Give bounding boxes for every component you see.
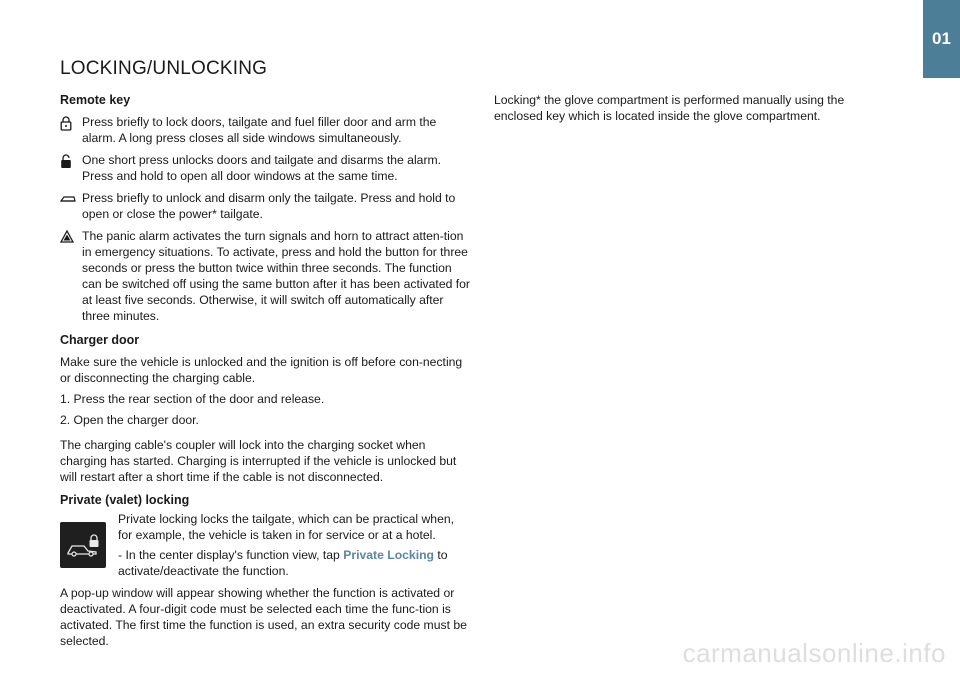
unlock-item-text: One short press unlocks doors and tailgate and disarms the alarm. Press and hold to open all door windows at the same time.	[82, 153, 442, 183]
private-locking-link[interactable]: Private Locking	[343, 548, 434, 562]
private-locking-car-icon	[60, 522, 106, 568]
charger-door-step-2: 2. Open the charger door.	[60, 413, 199, 427]
lock-icon	[60, 114, 82, 146]
charger-door-intro: Make sure the vehicle is unlocked and the ignition is off before con-necting or disconnecting the charging cable.	[60, 355, 463, 385]
remote-key-item-tailgate	[60, 190, 470, 222]
remote-key-item-lock	[60, 114, 470, 146]
panic-item-text: The panic alarm activates the turn signals and horn to attract atten-tion in emergency situations. To activate, press and hold the button for three seconds or press the button twice within three seconds. The function can be switched off using the same button after it has been activated for at least five seconds. Otherwise, it will switch off automatically after three minutes.	[82, 229, 470, 323]
right-column	[494, 92, 864, 129]
private-locking-instruction	[118, 547, 470, 579]
private-locking-desc: Private locking locks the tailgate, which can be practical when, for example, the vehicle is taken in for service or at a hotel.	[118, 512, 455, 542]
remote-key-item-unlock	[60, 152, 470, 184]
instruction-suffix: to activate/deactivate the function.	[118, 548, 448, 578]
tailgate-icon	[60, 190, 82, 222]
tailgate-item-text: Press briefly to unlock and disarm only the tailgate. Press and hold to open or close the power* tailgate.	[82, 191, 456, 221]
charger-door-note: The charging cable's coupler will lock into the charging socket when charging has started. Charging is interrupted if the vehicle is unlocked but will restart after a short time if the cable is not disconnected.	[60, 438, 457, 484]
glove-compartment-text: Locking* the glove compartment is performed manually using the enclosed key which is located inside the glove compartment.	[494, 93, 845, 123]
private-locking-text	[118, 511, 470, 583]
panic-alarm-icon	[60, 228, 82, 324]
remote-key-heading: Remote key	[60, 93, 131, 107]
charger-door-step-1: 1. Press the rear section of the door and release.	[60, 392, 325, 406]
instruction-prefix: - In the center display's function view, tap	[118, 548, 344, 562]
charger-door-heading: Charger door	[60, 333, 140, 347]
watermark: carmanualsonline.info	[682, 638, 946, 668]
unlock-icon	[60, 152, 82, 184]
left-column	[60, 92, 470, 654]
private-locking-popup-text: A pop-up window will appear showing whether the function is activated or deactivated. A four-digit code must be selected each time the func-tion is activated. The first time the function is used, an extra security code must be selected.	[60, 586, 467, 648]
chapter-tab: 01	[923, 0, 960, 78]
page-title: LOCKING/UNLOCKING	[60, 58, 268, 79]
lock-item-text: Press briefly to lock doors, tailgate and fuel filler door and arm the alarm. A long press closes all side windows simultaneously.	[82, 115, 437, 145]
private-locking-row	[60, 511, 470, 583]
private-locking-heading: Private (valet) locking	[60, 493, 190, 507]
remote-key-item-panic	[60, 228, 470, 324]
